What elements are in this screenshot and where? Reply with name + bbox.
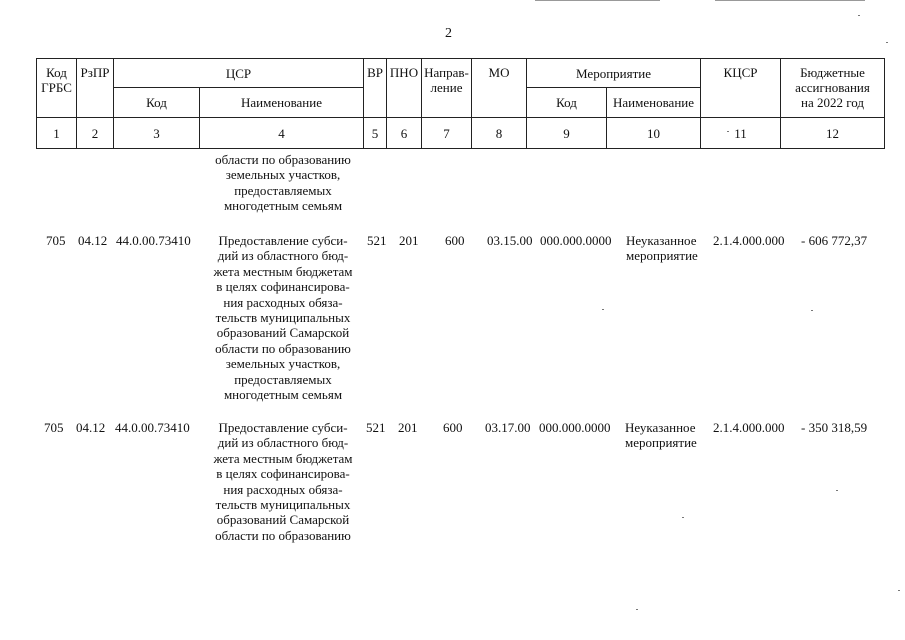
- col-number-4: 4: [200, 118, 364, 149]
- row1-name: Предоставление субси- дий из областного бюд- жета местным бюджетам в целях софинансирова- ния расходных обяза- тельств муниципальных образований Самарской области по образованию земельных участков, предоставляемых многодетным семьям: [213, 233, 353, 402]
- top-rule-right: [715, 0, 865, 1]
- scan-speck: [836, 490, 838, 491]
- scan-speck: [886, 42, 888, 43]
- scan-speck: [682, 517, 684, 518]
- header-vr: ВР: [364, 59, 387, 118]
- scan-speck: [858, 15, 860, 16]
- col-number-11: 11: [701, 118, 781, 149]
- header-kod-grbs: Код ГРБС: [37, 59, 77, 118]
- col-number-1: 1: [37, 118, 77, 149]
- header-csr: ЦСР: [114, 59, 364, 88]
- col-number-2: 2: [77, 118, 114, 149]
- row1-pno: 201: [399, 233, 419, 248]
- row2-mer-name: Неуказанное мероприятие: [625, 420, 697, 451]
- col-number-9: 9: [527, 118, 607, 149]
- row1-napr: 600: [445, 233, 465, 248]
- header-budget: Бюджетные ассигнования на 2022 год: [781, 59, 885, 118]
- row2-pno: 201: [398, 420, 418, 435]
- header-pno: ПНО: [387, 59, 422, 118]
- header-csr-name: Наименование: [200, 88, 364, 118]
- col-number-12: 12: [781, 118, 885, 149]
- scan-speck: [602, 309, 604, 310]
- row1-kcsr: 2.1.4.000.000: [713, 233, 785, 248]
- row2-amount: - 350 318,59: [801, 420, 868, 435]
- row1-mer-name: Неуказанное мероприятие: [626, 233, 698, 264]
- header-rzpr: РзПР: [77, 59, 114, 118]
- row1-rzpr: 04.12: [78, 233, 108, 248]
- row2-vr: 521: [366, 420, 386, 435]
- col-number-6: 6: [387, 118, 422, 149]
- header-mer-name: Наименование: [607, 88, 701, 118]
- continuation-text: области по образованию земельных участков, предоставляемых многодетным семьям: [215, 152, 351, 214]
- header-napravlenie: Направ- ление: [422, 59, 472, 118]
- scan-speck: [727, 131, 729, 132]
- top-rule-left: [535, 0, 660, 1]
- header-meropriyatie: Мероприятие: [527, 59, 701, 88]
- row2-name: Предоставление субси- дий из областного бюд- жета местным бюджетам в целях софинансирова- ния расходных обяза- тельств муниципальных образований Самарской области по образованию: [213, 420, 353, 543]
- col-number-10: 10: [607, 118, 701, 149]
- row1-mo: 03.15.00: [487, 233, 533, 248]
- row1-vr: 521: [367, 233, 387, 248]
- row2-kcsr: 2.1.4.000.000: [713, 420, 785, 435]
- scan-speck: [898, 590, 900, 591]
- col-number-5: 5: [364, 118, 387, 149]
- row1-csr: 44.0.00.73410: [116, 233, 191, 248]
- row1-mer-kod: 000.000.0000: [540, 233, 612, 248]
- row2-mo: 03.17.00: [485, 420, 531, 435]
- row2-mer-kod: 000.000.0000: [539, 420, 611, 435]
- header-kcsr: КЦСР: [701, 59, 781, 118]
- row2-napr: 600: [443, 420, 463, 435]
- scan-speck: [811, 310, 813, 311]
- row2-csr: 44.0.00.73410: [115, 420, 190, 435]
- row2-grbs: 705: [44, 420, 64, 435]
- col-number-3: 3: [114, 118, 200, 149]
- page-number: 2: [445, 26, 452, 41]
- col-number-7: 7: [422, 118, 472, 149]
- header-csr-kod: Код: [114, 88, 200, 118]
- row1-grbs: 705: [46, 233, 66, 248]
- scan-speck: [636, 609, 638, 610]
- table-header: [36, 58, 885, 149]
- row2-rzpr: 04.12: [76, 420, 106, 435]
- header-mo: МО: [472, 59, 527, 118]
- row1-amount: - 606 772,37: [801, 233, 868, 248]
- header-mer-kod: Код: [527, 88, 607, 118]
- col-number-8: 8: [472, 118, 527, 149]
